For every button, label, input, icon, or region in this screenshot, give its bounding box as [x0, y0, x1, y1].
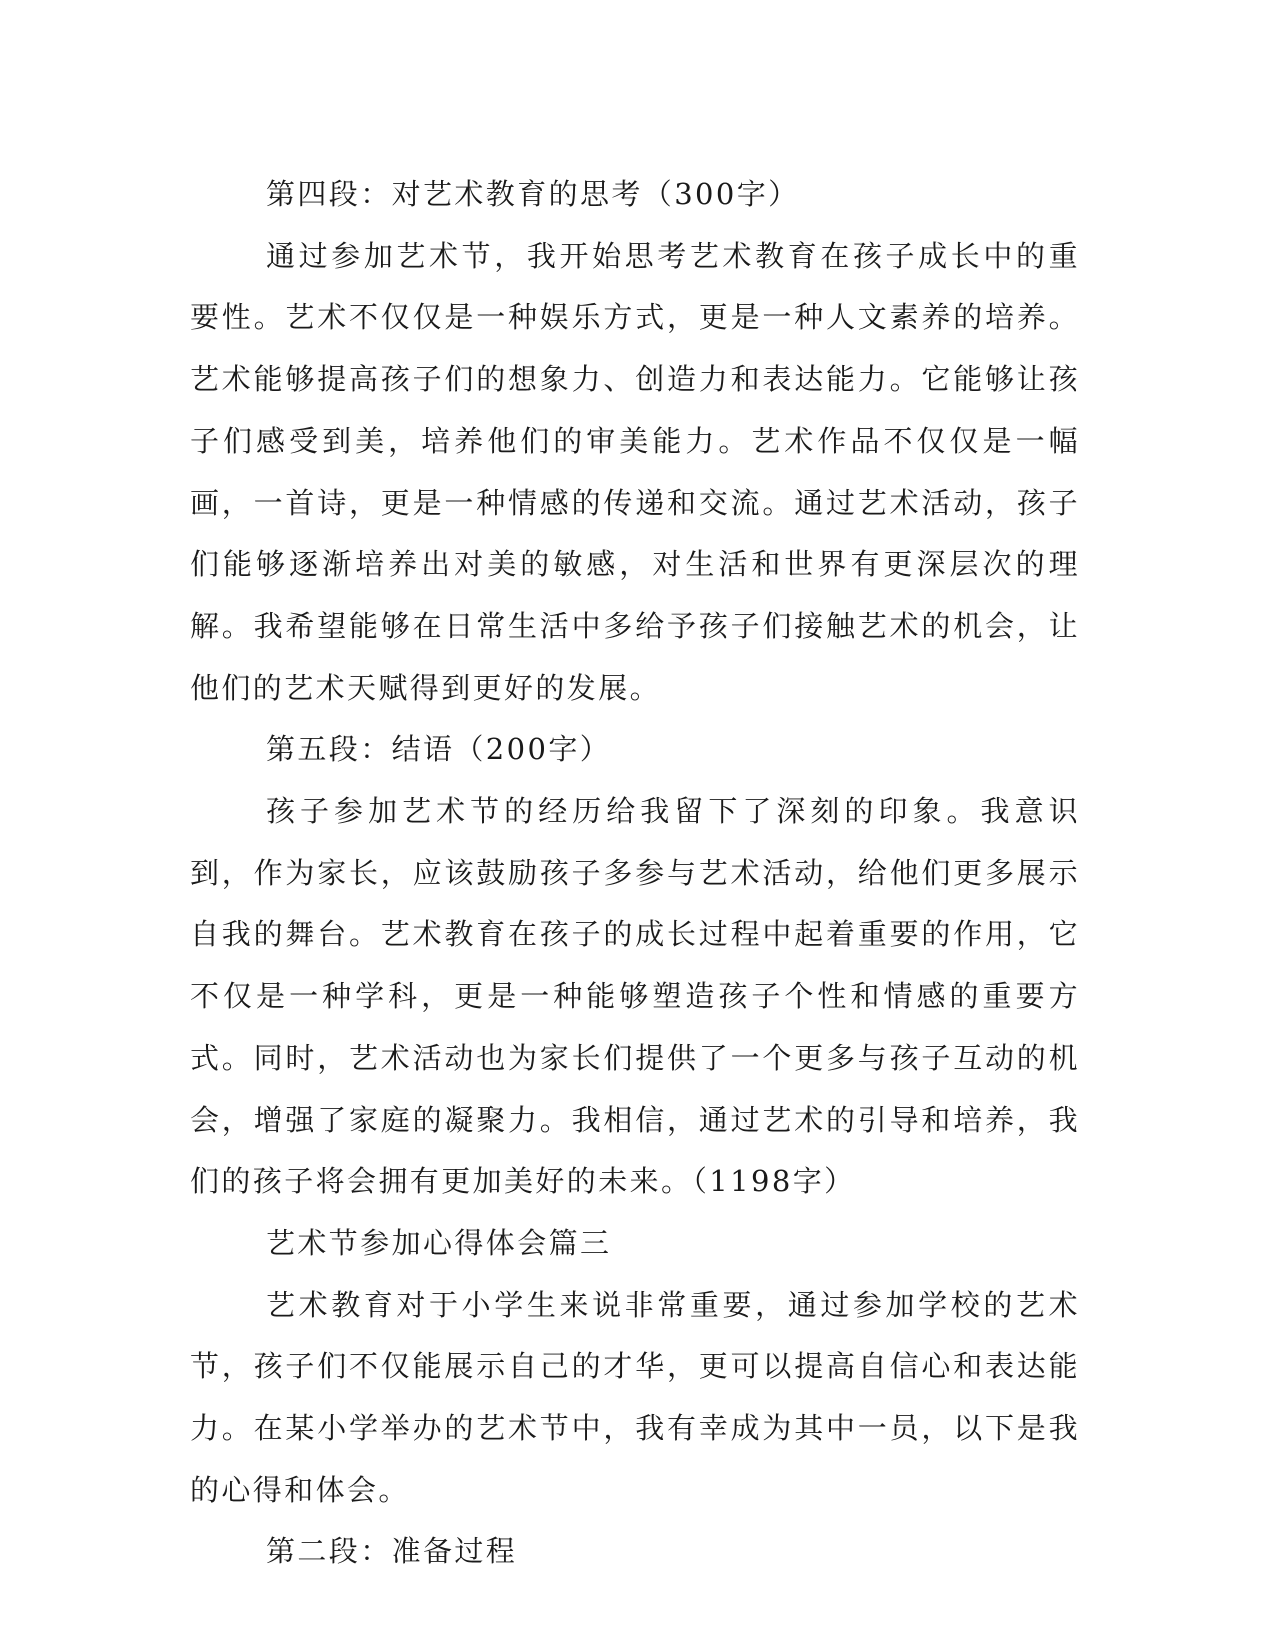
section-heading-4: 第四段：对艺术教育的思考（300字） [266, 177, 800, 211]
article-title-part-3: 艺术节参加心得体会篇三 [266, 1225, 612, 1260]
paragraph-art-education-thoughts: 通过参加艺术节，我开始思考艺术教育在孩子成长中的重要性。艺术不仅仅是一种娱乐方式，更是一种人文素养的培养。艺术能够提高孩子们的想象力、创造力和表达能力。它能够让孩子们感受到美，培养他们的审美能力。艺术作品不仅仅是一幅画，一首诗，更是一种情感的传递和交流。通过艺术活动，孩子们能够逐渐培养出对美的敏感，对生活和世界有更深层次的理解。我希望能够在日常生活中多给予孩子们接触艺术的机会，让他们的艺术天赋得到更好的发展。 [190, 238, 1080, 705]
paragraph-conclusion: 孩子参加艺术节的经历给我留下了深刻的印象。我意识到，作为家长，应该鼓励孩子多参与艺术活动，给他们更多展示自我的舞台。艺术教育在孩子的成长过程中起着重要的作用，它不仅是一种学科，更是一种能够塑造孩子个性和情感的重要方式。同时，艺术活动也为家长们提供了一个更多与孩子互动的机会，增强了家庭的凝聚力。我相信，通过艺术的引导和培养，我们的孩子将会拥有更加美好的未来。（1198字） [190, 794, 1080, 1199]
section-heading-5: 第五段：结语（200字） [266, 732, 612, 767]
document-body [190, 164, 1080, 1583]
paragraph-introduction: 艺术教育对于小学生来说非常重要，通过参加学校的艺术节，孩子们不仅能展示自己的才华，更可以提高自信心和表达能力。在某小学举办的艺术节中，我有幸成为其中一员，以下是我的心得和体会。 [190, 1287, 1080, 1507]
section-heading-2: 第二段：准备过程 [266, 1534, 518, 1569]
